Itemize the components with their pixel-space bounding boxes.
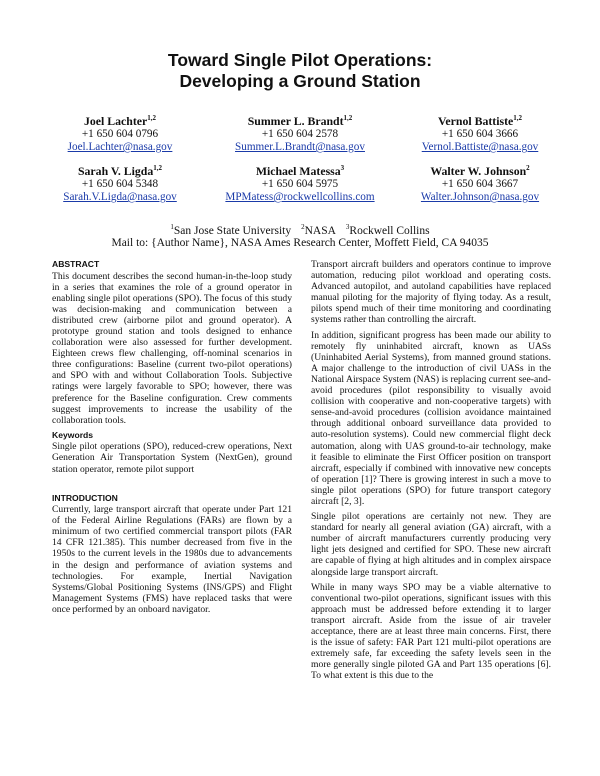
right-column (311, 259, 551, 685)
abstract-heading: ABSTRACT (52, 259, 100, 269)
author-card (390, 112, 570, 154)
affiliation-name: NASA (304, 225, 336, 237)
mail-to-line: Mail to: {Author Name}, NASA Ames Research Center, Moffett Field, CA 94035 (111, 237, 489, 249)
affiliation-mark: 1 (170, 223, 174, 231)
affiliation-mark: 2 (301, 223, 305, 231)
author-name: Joel Lachter (84, 114, 148, 128)
author-phone: +1 650 604 3666 (441, 128, 519, 140)
introduction-heading: INTRODUCTION (52, 492, 118, 503)
affiliation-name: Rockwell Collins (349, 225, 430, 237)
keywords-text: Single pilot operations (SPO), reduced-crew operations, Next Generation Air Transportation System (NextGen), ground station operator, remote pilot support (52, 441, 292, 475)
introduction-paragraph: Currently, large transport aircraft that operate under Part 121 of the Federal Airline Regulations (FARs) are flown by a minimum of two certified commercial transport pilots (FAR 14 CFR 121.385). This number decreased from five in the 1950s to the current levels in the 1980s due to advancements in the design and performance of aviation systems and technologies. For example, Inertial Navigation Systems/Global Positioning Systems (INS/GPS) and Flight Management Systems (FMS) have replaced tasks that were once performed by an onboard navigator. (52, 504, 292, 615)
author-card (210, 112, 390, 154)
author-affiliation-mark: 3 (340, 164, 345, 172)
body-paragraph: In addition, significant progress has been made our ability to remotely fly uninhabited aircraft, known as UASs (Uninhabited Aerial Systems), from manned ground stations. A major challenge to the introduction of civil UASs in the National Airspace System (NAS) is replacing current see-and-avoid procedures (pilot responsibility to visually avoid collision with cooperative and non-cooperative targets) with sense-and-avoid procedures (collision avoidance maintained through additional onboard surveillance data provided to auto-resolution systems). Could new commercial flight deck automation, along with UAS ground-to-air technology, make it feasible to eliminate the First Officer position on transport aircraft, especially if combined with innovative new concepts of operation [1]? There is growing interest in such a move to single pilot operations (SPO) for future transport category aircraft [2, 3]. (311, 329, 551, 507)
author-email-link[interactable]: Sarah.V.Ligda@nasa.gov (63, 191, 177, 203)
author-phone: +1 650 604 3667 (441, 178, 519, 190)
left-column (52, 259, 292, 619)
author-affiliation-mark: 1,2 (513, 114, 522, 122)
author-email-link[interactable]: Vernol.Battiste@nasa.gov (421, 141, 539, 153)
author-affiliation-mark: 1,2 (147, 114, 156, 122)
author-name: Michael Matessa (255, 164, 341, 178)
author-phone: +1 650 604 5348 (81, 178, 159, 190)
title-line-2: Developing a Ground Station (179, 71, 421, 91)
author-name: Vernol Battiste (437, 114, 514, 128)
affiliation-mark: 3 (345, 223, 350, 231)
author-email-link[interactable]: Walter.Johnson@nasa.gov (420, 191, 540, 203)
keywords-heading: Keywords (52, 429, 94, 440)
author-phone: +1 650 604 0796 (81, 128, 159, 140)
body-paragraph: Transport aircraft builders and operators continue to improve automation, reducing pilot workload and operating costs. Advanced autopilot, and autoland capabilities have replaced manual piloting for the majority of flying today. As a result, pilots spend much of their time monitoring and coordinating systems rather than controlling the aircraft. (311, 259, 551, 326)
author-card (390, 162, 570, 204)
author-name: Walter W. Johnson (430, 164, 527, 178)
author-affiliation-mark: 1,2 (343, 114, 353, 122)
author-affiliation-mark: 2 (526, 164, 530, 172)
author-affiliation-mark: 1,2 (153, 164, 163, 172)
paper-title (0, 50, 600, 92)
author-email-link[interactable]: Joel.Lachter@nasa.gov (67, 141, 173, 153)
abstract-text: This document describes the second human-in-the-loop study in a series that examines the role of a ground operator in enabling single pilot operations (SPO). The focus of this study was decision-making and communication between a distributed crew (airborne pilot and ground operator). A prototype ground station and tools designed to enhance collaboration were also assessed for further development. Eighteen crews flew challenging, off-nominal scenarios in three configurations: Baseline (current two-pilot operations) and SPO with and without Collaboration Tools. Subjective ratings were largely favorable to SPO; however, there was preference for the Baseline configuration. Crew comments suggest improvements to increase the usability of the collaboration tools. (52, 270, 292, 426)
title-line-1: Toward Single Pilot Operations: (167, 50, 433, 70)
author-name: Summer L. Brandt (247, 114, 344, 128)
author-email-link[interactable]: Summer.L.Brandt@nasa.gov (235, 141, 365, 153)
author-card (30, 162, 210, 204)
affiliation-name: San Jose State University (173, 225, 292, 237)
author-phone: +1 650 604 5975 (261, 178, 339, 190)
body-paragraph: While in many ways SPO may be a viable alternative to conventional two-pilot operations, significant issues with this approach must be addressed before extending it to larger transport aircraft. Aside from the issue of air traveler acceptance, there are at least three main concerns. First, there is the issue of safety: FAR Part 121 multi-pilot operations are extremely safe, far exceeding the safety levels seen in the more generally single piloted GA and Part 135 operations [6]. To what extent is this due to the (311, 581, 551, 682)
author-card (210, 162, 390, 204)
author-phone: +1 650 604 2578 (261, 128, 339, 140)
author-name: Sarah V. Ligda (77, 164, 154, 178)
author-block (30, 112, 570, 204)
author-email-link[interactable]: MPMatess@rockwellcollins.com (225, 191, 375, 203)
author-card (30, 112, 210, 154)
body-paragraph: Single pilot operations are certainly not new. They are standard for nearly all general aviation (GA) aircraft, with a number of aircraft manufacturers currently producing very light jets designed and certified for SPO. These new aircraft are capable of flying at high altitudes and in complex airspace alongside large transport aircraft. (311, 511, 551, 578)
